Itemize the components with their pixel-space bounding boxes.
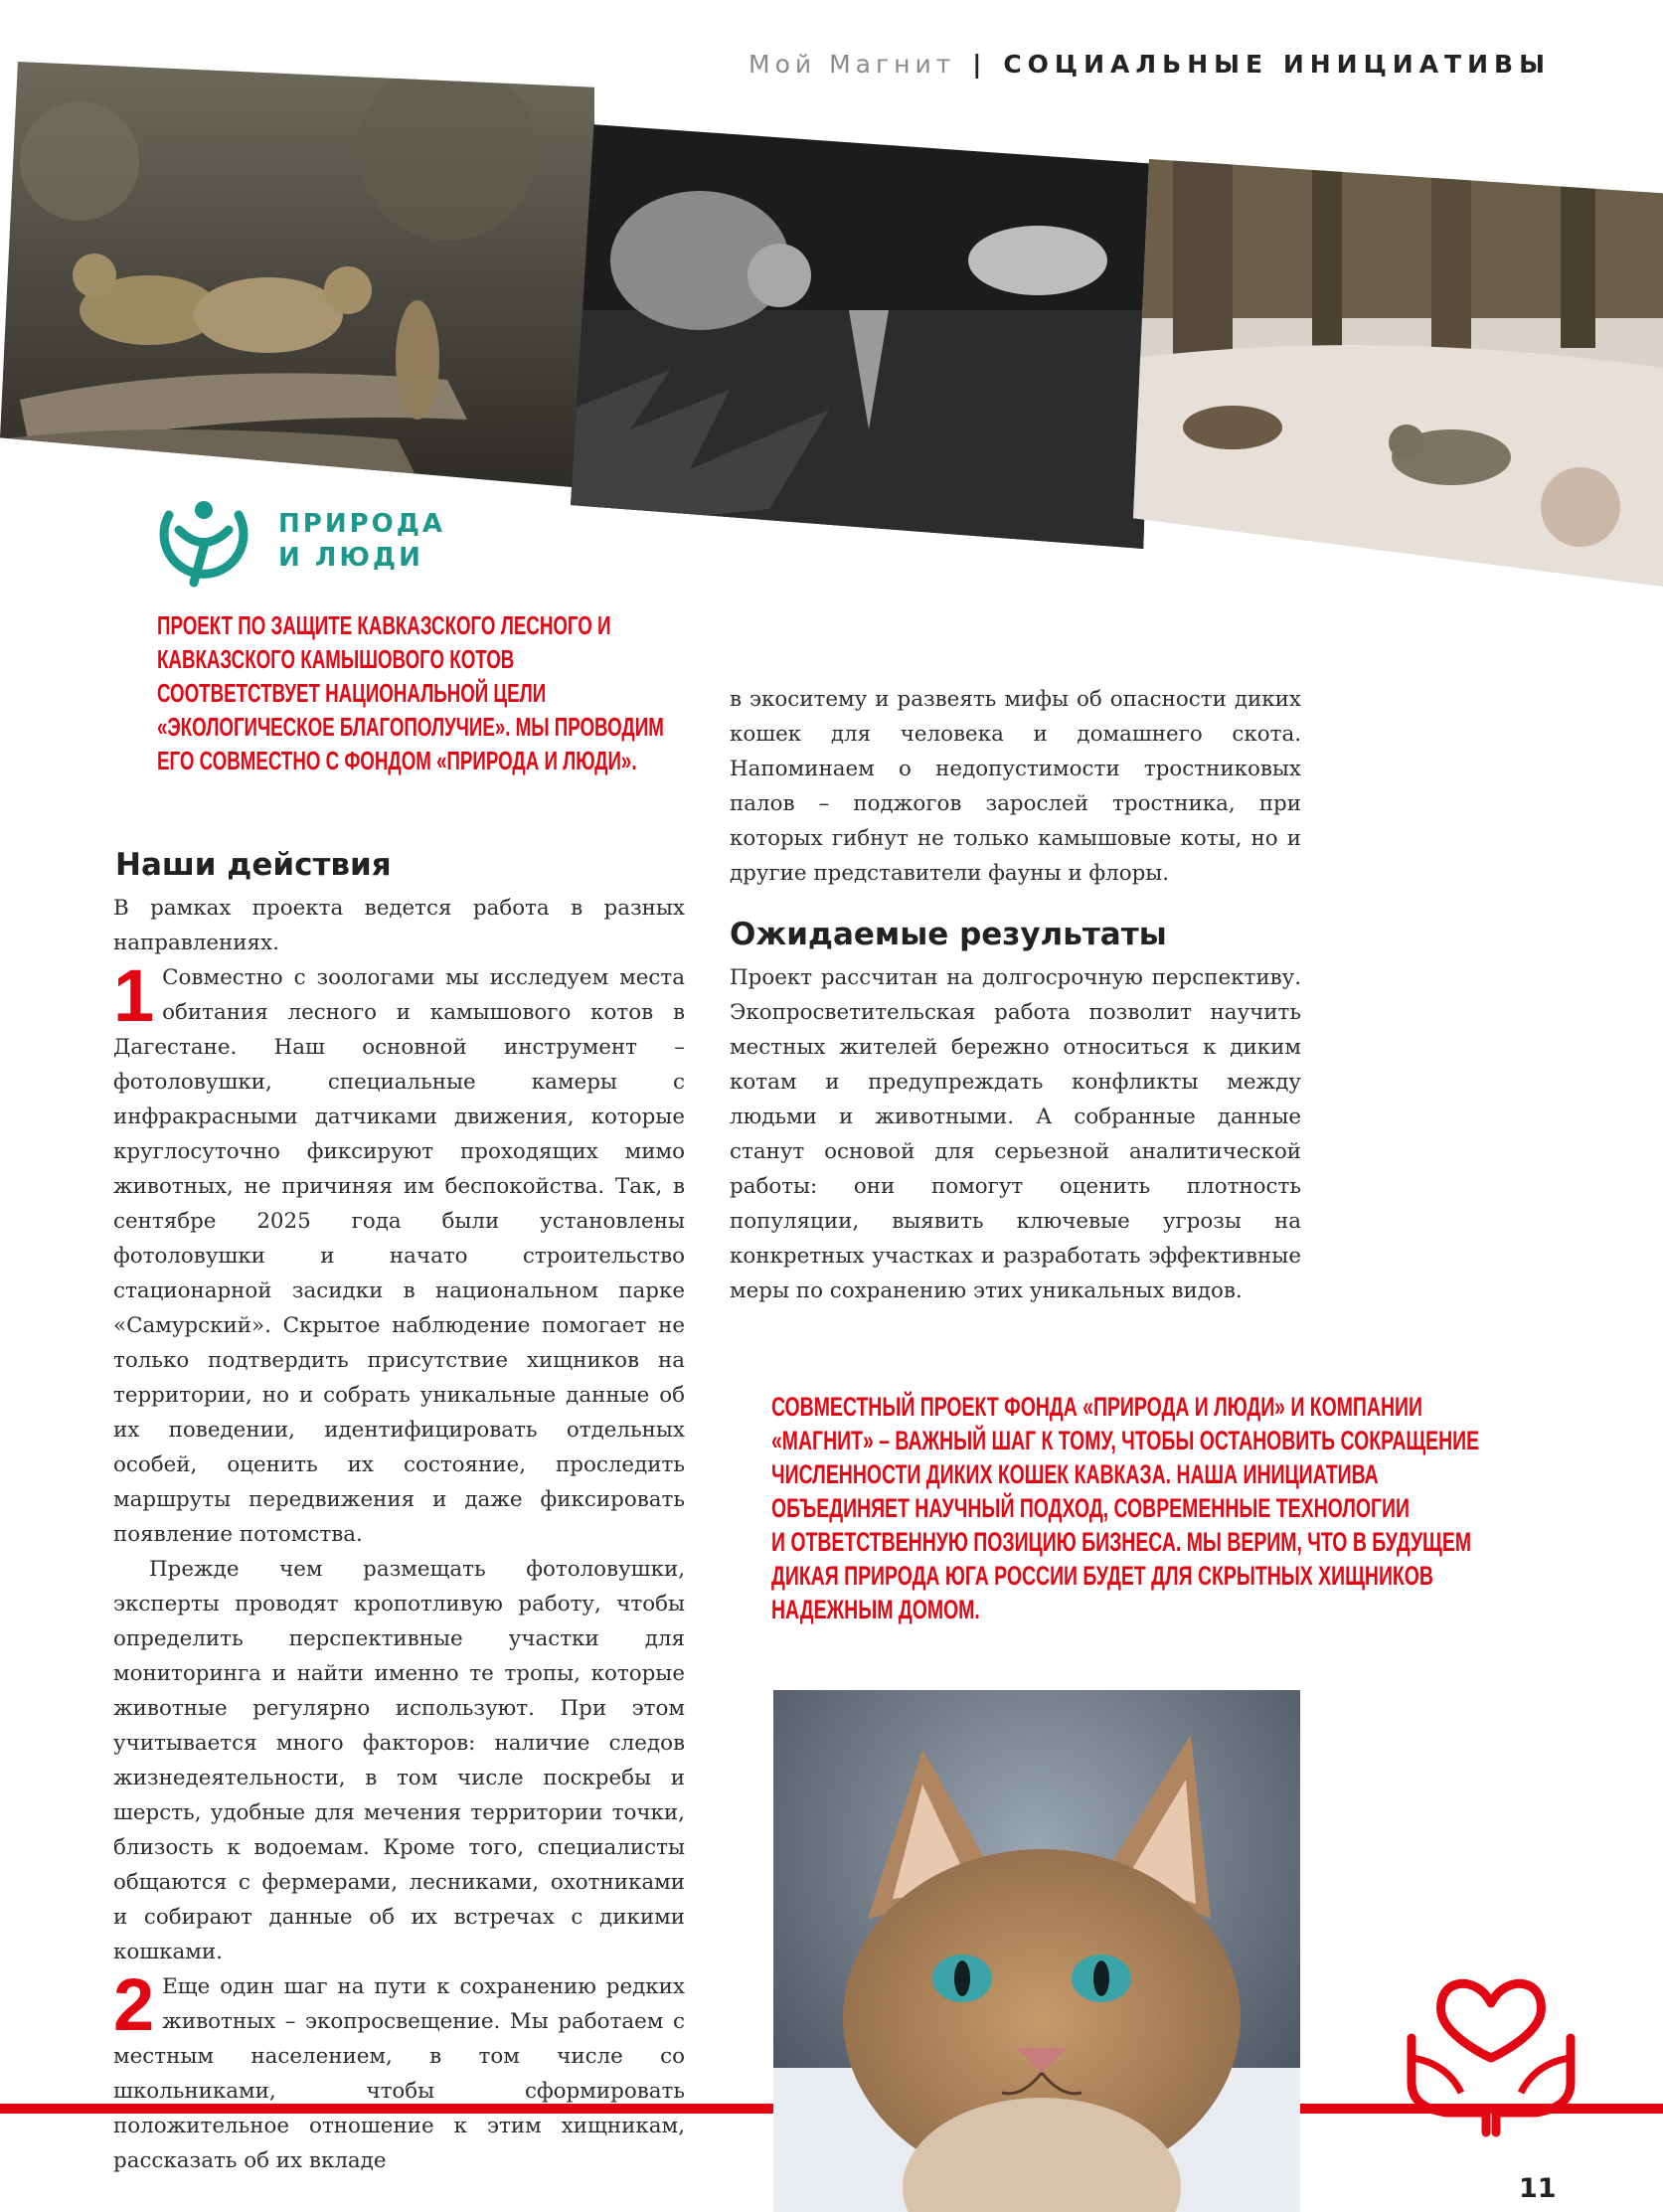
photo-snowy-forest-cat <box>1133 159 1663 587</box>
logo-text <box>278 507 445 575</box>
item-2-text: Еще один шаг на пути к сохранению редких животных – экопросвещение. Мы работаем с местным населением, в том числе со школьниками, чтобы сформировать положительное отношение к этим хищникам, рассказать об их вкладе <box>113 1974 685 2173</box>
pull-quote <box>771 1390 1523 1626</box>
section-name: СОЦИАЛЬНЫЕ ИНИЦИАТИВЫ <box>1003 50 1551 79</box>
logo-line1: ПРИРОДА <box>278 509 446 539</box>
heart-hands-icon <box>1392 1944 1590 2142</box>
page-number: 11 <box>1519 2173 1557 2204</box>
quote-line: СОВМЕСТНЫЙ ПРОЕКТ ФОНДА «ПРИРОДА И ЛЮДИ» И КОМПАНИИ <box>771 1392 1422 1422</box>
item-1-text: Совместно с зоологами мы исследуем места обитания лесного и камышового котов в Дагестане. Наш основной инструмент – фотоловушки, специальные камеры с инфракрасными датчиками движения, которые круглосуточно фиксируют проходящих мимо животных, не причиняя им беспокойства. Так, в сентябре 2025 года были установлены фотоловушки и начато строительство стационарной засидки в национальном парке «Самурский». Скрытое наблюдение помогает не только подтвердить присутствие хищников на территории, но и собрать уникальные данные об их поведении, идентифицировать отдельных особей, оценить их состояние, проследить маршруты передвижения и даже фиксировать появление потомства. <box>113 965 685 1547</box>
heading-actions: Наши действия <box>115 847 392 883</box>
actions-body <box>113 891 685 2178</box>
header-separator: | <box>972 50 987 79</box>
heading-results: Ожидаемые результаты <box>730 917 1167 952</box>
item-number-1: 1 <box>113 954 155 1037</box>
running-header <box>748 50 1551 79</box>
photo-cats-on-log <box>0 62 594 489</box>
item-number-2: 2 <box>113 1963 155 2046</box>
magazine-name: Мой Магнит <box>748 50 956 79</box>
logo-line2: И ЛЮДИ <box>278 543 423 573</box>
quote-line: ДИКАЯ ПРИРОДА ЮГА РОССИИ БУДЕТ ДЛЯ СКРЫТНЫХ ХИЩНИКОВ <box>771 1561 1433 1591</box>
quote-line: И ОТВЕТСТВЕННУЮ ПОЗИЦИЮ БИЗНЕСА. МЫ ВЕРИМ, ЧТО В БУДУЩЕМ <box>771 1527 1472 1557</box>
quote-line: «МАГНИТ» – ВАЖНЫЙ ШАГ К ТОМУ, ЧТОБЫ ОСТАНОВИТЬ СОКРАЩЕНИЕ <box>771 1426 1480 1455</box>
quote-line: НАДЕЖНЫМ ДОМОМ. <box>771 1595 980 1624</box>
actions-intro: В рамках проекта ведется работа в разных направлениях. <box>113 896 685 955</box>
photo-jungle-cat-portrait <box>773 1690 1300 2212</box>
item-1-paragraph-2: Прежде чем размещать фотоловушки, эксперты проводят кропотливую работу, чтобы определить перспективные участки для мониторинга и найти именно те тропы, которые животные регулярно используют. При этом учитывается много факторов: наличие следов жизнедеятельности, в том числе поскребы и шерсть, удобные для мечения территории точки, близость к водоемам. Кроме того, специалисты общаются с фермерами, лесниками, охотниками и собирают данные об их встречах с дикими кошками. <box>113 1557 685 1964</box>
photo-night-camera-trap <box>571 111 1155 549</box>
lead-paragraph: ПРОЕКТ ПО ЗАЩИТЕ КАВКАЗСКОГО ЛЕСНОГО И КАВКАЗСКОГО КАМЫШОВОГО КОТОВ СООТВЕТСТВУЕТ НАЦИОНАЛЬНОЙ ЦЕЛИ «ЭКОЛОГИЧЕСКОЕ БЛАГОПОЛУЧИЕ». МЫ ПРОВОДИМ ЕГО СОВМЕСТНО С ФОНДОМ «ПРИРОДА И ЛЮДИ». <box>157 610 664 775</box>
results-body: Проект рассчитан на долгосрочную перспективу. Экопросветительская работа позволит научить местных жителей бережно относиться к диким котам и предупреждать конфликты между людьми и животными. А собранные данные станут основой для серьезной аналитической работы: они помогут оценить плотность популяции, выявить ключевые угрозы на конкретных участках и разработать эффективные меры по сохранению этих уникальных видов. <box>730 965 1301 1303</box>
col2-continuation: в экоситему и развеять мифы об опасности диких кошек для человека и домашнего скота. Напоминаем о недопустимости тростниковых палов – поджогов зарослей тростника, при которых гибнут не только камышовые коты, но и другие представители фауны и флоры. <box>730 687 1301 886</box>
quote-line: ОБЪЕДИНЯЕТ НАУЧНЫЙ ПОДХОД, СОВРЕМЕННЫЕ ТЕХНОЛОГИИ <box>771 1493 1411 1523</box>
quote-line: ЧИСЛЕННОСТИ ДИКИХ КОШЕК КАВКАЗА. НАША ИНИЦИАТИВА <box>771 1459 1379 1489</box>
